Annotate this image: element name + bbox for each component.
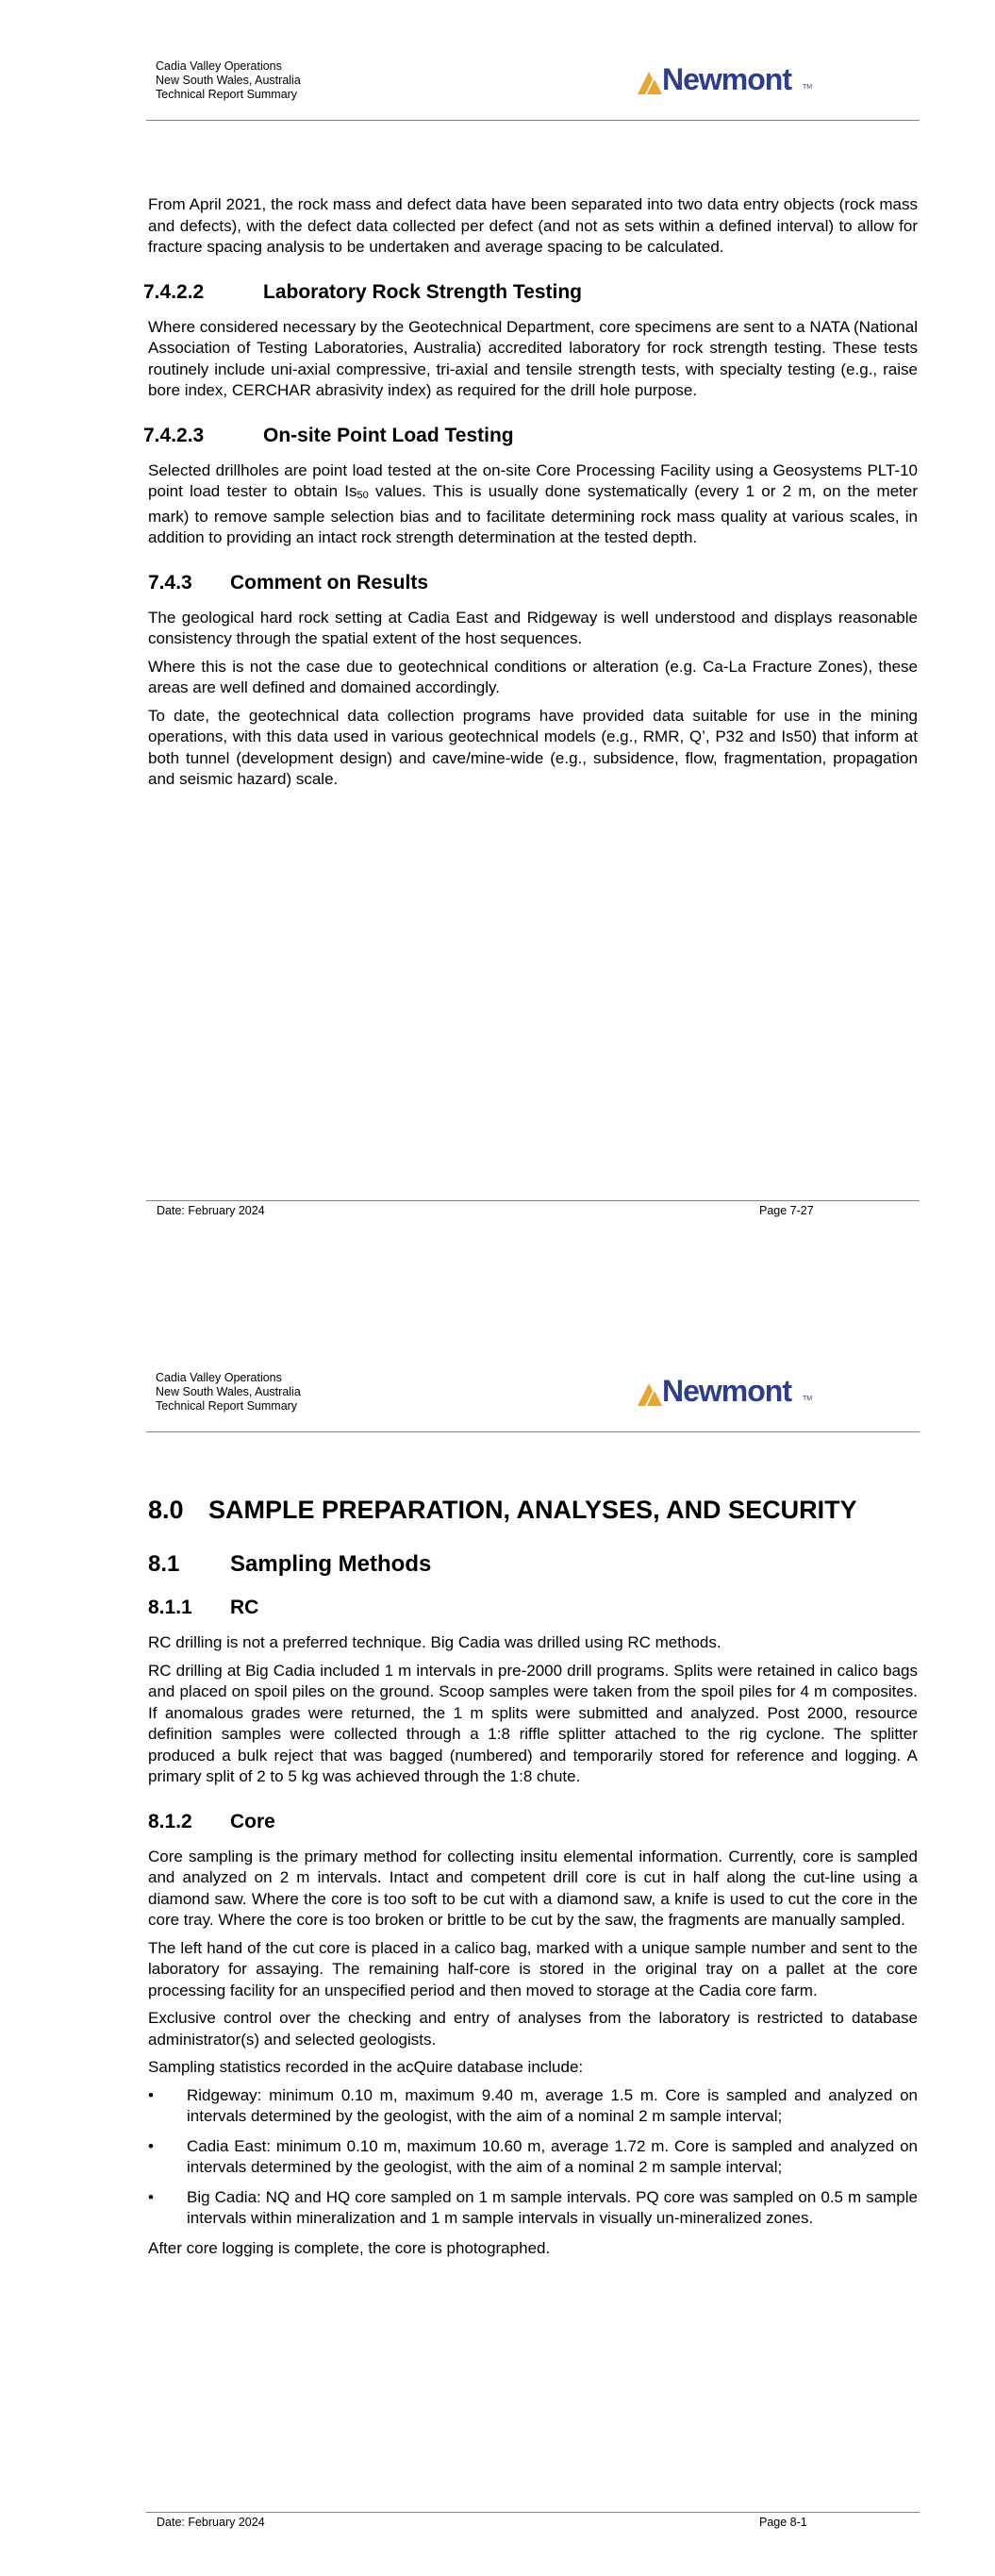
page-body [148,1496,918,2266]
section-title: RC [230,1597,259,1618]
header-divider [146,120,920,121]
header-line-1: Cadia Valley Operations [156,1371,282,1384]
section-heading-7-4-2-2 [143,281,918,304]
list-item-text: Cadia East: minimum 0.10 m, maximum 10.60 m, average 1.72 m. Core is sampled and analyzed on intervals determined by the geologist, with the aim of a nominal 2 m sample interval; [187,2136,918,2176]
logo-trademark: TM [803,1396,813,1402]
section-heading-7-4-2-3 [143,425,918,447]
section-title: Core [230,1810,275,1832]
logo-text: Newmont [662,1374,791,1408]
paragraph: Exclusive control over the checking and entry of analyses from the laboratory is restricted to database administrator(s) and selected geologists. [148,2009,918,2049]
header-line-2: New South Wales, Australia [156,1385,301,1398]
section-number: 8.1 [148,1551,180,1577]
paragraph: After core logging is complete, the core is photographed. [148,2238,551,2257]
section-number: 8.0 [148,1496,184,1524]
sampling-statistics-list [148,2085,918,2230]
section-number: 8.1.1 [148,1597,192,1618]
footer-divider [146,2512,920,2513]
newmont-logo-mark-icon [636,66,664,96]
paragraph: The geological hard rock setting at Cadia East and Ridgeway is well understood and displays reasonable consistency through the spatial extent of the host sequences. [148,608,918,647]
paragraph: Core sampling is the primary method for collecting insitu elemental information. Currently, core is sampled and analyzed on 2 m intervals. Intact and competent drill core is cut in half along the cut-line using a diamond saw. Where the core is too soft to be cut with a diamond saw, a knife is used to cut the core in the core tray. Where the core is too broken or brittle to be cut by the saw, the fragments are manually sampled. [148,1847,918,1929]
newmont-logo-mark-icon [636,1378,664,1408]
logo-text: Newmont [662,62,791,96]
header-line-2: New South Wales, Australia [156,74,301,87]
paragraph: Where this is not the case due to geotechnical conditions or alteration (e.g. Ca-La Fracture Zones), these areas are well defined and domained accordingly. [148,657,918,696]
header-line-1: Cadia Valley Operations [156,59,282,73]
page-8-1 [0,1312,995,2576]
footer-page-number: Page 7-27 [759,1204,814,1217]
section-heading-8-1-1 [148,1597,918,1619]
logo-trademark: TM [803,84,813,91]
list-item-text: Ridgeway: minimum 0.10 m, maximum 9.40 m, average 1.5 m. Core is sampled and analyzed on intervals determined by the geologist, with the aim of a nominal 2 m sample interval; [187,2085,918,2125]
footer-date: Date: February 2024 [157,1204,265,1217]
section-title: SAMPLE PREPARATION, ANALYSES, AND SECURITY [208,1496,857,1524]
footer-page-number: Page 8-1 [759,2516,807,2529]
chapter-heading-8-0 [148,1496,918,1525]
bullet-icon: • [148,2136,154,2155]
list-item [148,2085,918,2128]
paragraph [148,460,918,549]
section-number: 7.4.2.3 [143,424,205,446]
paragraph-text: values. This is usually done systematically (every 1 or 2 m, on the meter mark) to remove sample selection bias and to facilitate determining rock mass quality at various scales, in addition to providing an intact rock strength determination at the tested depth. [148,482,919,546]
paragraph: To date, the geotechnical data collection programs have provided data suitable for use in the mining operations, with this data used in various geotechnical models (e.g., RMR, Q’, P32 and Is50) that inform at both tunnel (development design) and cave/mine-wide (e.g., subsidence, flow, fragmentation, propagation and seismic hazard) scale. [148,706,918,788]
section-number: 7.4.3 [148,571,192,594]
paragraph-text: Selected drillholes are point load tested at the on-site Core Processing Facility using a Geosystems PLT-10 point load tester to obtain Is [148,460,918,500]
list-item-text: Big Cadia: NQ and HQ core sampled on 1 m sample intervals. PQ core was sampled on 0.5 m sample intervals within mineralization and 1 m sample intervals in visually un-mineralized zones. [187,2187,918,2227]
paragraph: Where considered necessary by the Geotechnical Department, core specimens are sent to a NATA (National Association of Testing Laboratories, Australia) accredited laboratory for rock strength testing. These tests routinely include uni-axial compressive, tri-axial and tensile strength tests, with specialty testing (e.g., raise bore index, CERCHAR abrasivity index) as required for the drill hole purpose. [148,317,918,399]
section-title: Laboratory Rock Strength Testing [263,280,582,303]
footer-divider [146,1200,920,1201]
section-title: Comment on Results [230,571,429,594]
report-header [156,1371,301,1413]
footer-date: Date: February 2024 [157,2516,265,2529]
newmont-logo [636,1374,824,1412]
section-number: 8.1.2 [148,1810,192,1832]
header-line-3: Technical Report Summary [156,1399,298,1413]
paragraph: The left hand of the cut core is placed in a calico bag, marked with a unique sample number and sent to the laboratory for assaying. The remaining half-core is stored in the original tray on a pallet at the core processing facility for an unspecified period and then moved to storage at the Cadia core farm. [148,1938,918,1999]
newmont-logo [636,62,824,100]
subscript-50: 50 [357,490,369,501]
report-header [156,59,301,102]
page-body [143,194,919,797]
paragraph: Sampling statistics recorded in the acQuire database include: [148,2058,584,2076]
header-line-3: Technical Report Summary [156,88,298,101]
section-heading-7-4-3 [148,572,918,594]
paragraph: RC drilling is not a preferred technique. Big Cadia was drilled using RC methods. [148,1633,721,1651]
bullet-icon: • [148,2187,154,2206]
section-title: Sampling Methods [230,1551,432,1577]
page-7-27 [0,0,995,1264]
list-item [148,2187,918,2230]
paragraph: RC drilling at Big Cadia included 1 m intervals in pre-2000 drill programs. Splits were retained in calico bags and placed on spoil piles on the ground. Scoop samples were taken from the spoil piles for 4 m composites. If anomalous grades were returned, the 1 m splits were submitted and analyzed. Post 2000, resource definition samples were collected through a 1:8 riffle splitter attached to the rig cyclone. The splitter produced a bulk reject that was bagged (numbered) and temporarily stored for reference and logging. A primary split of 2 to 5 kg was achieved through the 1:8 chute. [148,1661,918,1785]
header-divider [146,1431,920,1432]
intro-paragraph: From April 2021, the rock mass and defect data have been separated into two data entry objects (rock mass and defects), with the defect data collected per defect (and not as sets within a defined interval) to allow for fracture spacing analysis to be undertaken and average spacing to be calculated. [148,195,918,256]
bullet-icon: • [148,2085,154,2104]
section-heading-8-1-2 [148,1811,918,1833]
list-item [148,2136,918,2179]
section-number: 7.4.2.2 [143,280,205,303]
section-heading-8-1 [148,1551,918,1578]
section-title: On-site Point Load Testing [263,424,514,446]
